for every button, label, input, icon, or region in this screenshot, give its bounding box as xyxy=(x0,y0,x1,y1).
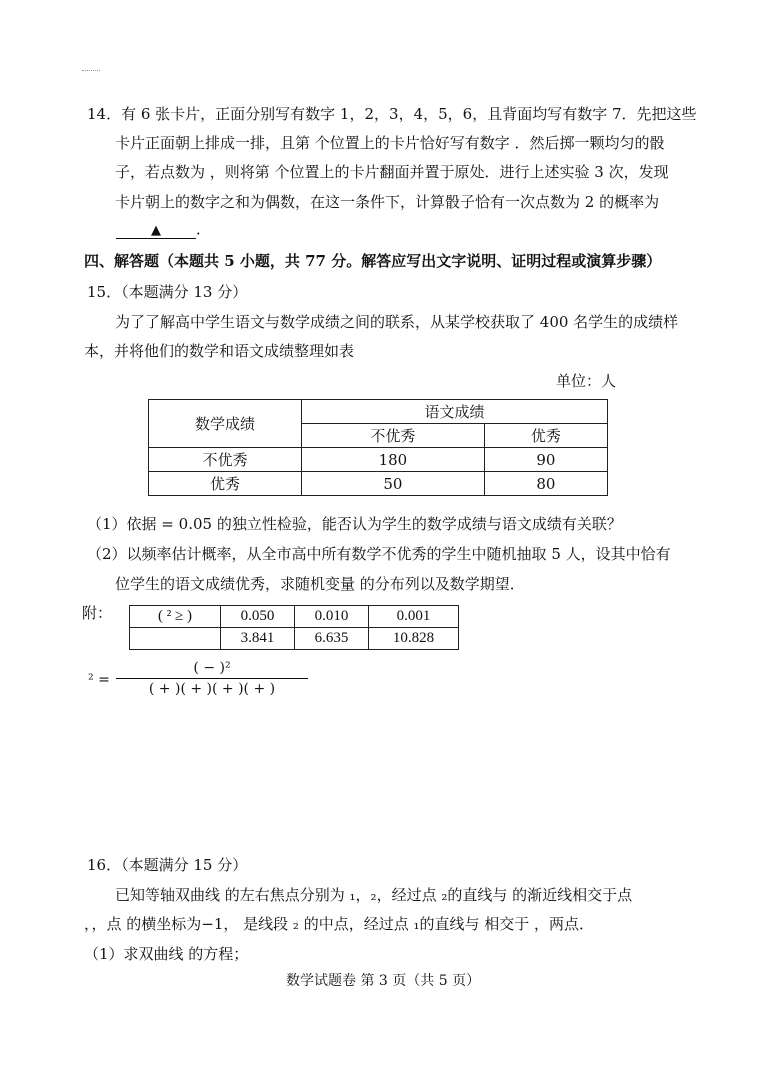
chi-square-lhs: ² = xyxy=(88,672,110,688)
q16-line-2: ，，点 的横坐标为−1， 是线段 ₂ 的中点，经过点 ₁的直线与 相交于 ，两点． xyxy=(84,915,595,933)
table-cell: ( ² ≥ ) xyxy=(130,606,221,628)
score-table xyxy=(148,399,608,496)
table-cell: 0.050 xyxy=(221,606,295,628)
col-header: 优秀 xyxy=(484,424,607,448)
critical-value-table xyxy=(129,605,459,650)
page-footer: 数学试题卷 第 3 页（共 5 页） xyxy=(286,973,481,989)
q15-part-2a: （2）以频率估计概率，从全市高中所有数学不优秀的学生中随机抽取 5 人，设其中恰有 xyxy=(87,545,671,563)
section-heading: 四、解答题（本题共 5 小题，共 77 分。解答应写出文字说明、证明过程或演算步骤） xyxy=(84,252,662,270)
table-row xyxy=(149,472,608,496)
q14-line-2: 卡片正面朝上排成一排，且第 个位置上的卡片恰好写有数字 ．然后掷一颗均匀的骰 xyxy=(115,134,665,152)
q16-heading: 16．（本题满分 15 分） xyxy=(87,856,248,874)
q15-intro-1: 为了了解高中学生语文与数学成绩之间的联系，从某学校获取了 400 名学生的成绩样 xyxy=(115,313,679,331)
row-label: 不优秀 xyxy=(149,448,302,472)
table-cell: 10.828 xyxy=(369,628,459,650)
q14-line-1: 14．有 6 张卡片，正面分别写有数字 1，2，3，4，5，6，且背面均写有数字 7．先把这些 xyxy=(87,105,697,123)
q16-part-1: （1）求双曲线 的方程； xyxy=(84,945,249,963)
appendix-label: 附： xyxy=(82,604,113,622)
fraction-bar xyxy=(116,678,308,679)
table-cell: 90 xyxy=(484,448,607,472)
formula-denominator: ( + )( + )( + )( + ) xyxy=(148,681,276,697)
table-corner: 数学成绩 xyxy=(149,400,302,448)
table-cell: 50 xyxy=(302,472,485,496)
table-cell: 180 xyxy=(302,448,485,472)
table-group-header: 语文成绩 xyxy=(302,400,608,424)
chi-square-formula xyxy=(116,660,308,697)
col-header: 不优秀 xyxy=(302,424,485,448)
q14-line-4: 卡片朝上的数字之和为偶数，在这一条件下，计算骰子恰有一次点数为 2 的概率为 xyxy=(115,193,660,211)
blank-period: ． xyxy=(196,220,212,238)
q16-line-1: 已知等轴双曲线 的左右焦点分别为 ₁，₂，经过点 ₂的直线与 的渐近线相交于点 xyxy=(115,886,633,904)
table-cell: 0.001 xyxy=(369,606,459,628)
q14-line-3: 子，若点数为 ，则将第 个位置上的卡片翻面并置于原处．进行上述实验 3 次，发现 xyxy=(115,163,669,181)
q15-part-1: （1）依据 = 0.05 的独立性检验，能否认为学生的数学成绩与语文成绩有关联？ xyxy=(87,515,622,533)
blank-marker: ▲ xyxy=(151,223,161,238)
formula-numerator: ( − )² xyxy=(193,660,231,676)
q14-answer-line xyxy=(116,218,211,239)
header-rule xyxy=(82,70,100,71)
q15-part-2b: 位学生的语文成绩优秀，求随机变量 的分布列以及数学期望． xyxy=(115,575,525,593)
table-cell: 3.841 xyxy=(221,628,295,650)
q15-heading: 15．（本题满分 13 分） xyxy=(87,283,248,301)
q15-intro-2: 本，并将他们的数学和语文成绩整理如表 xyxy=(84,342,355,360)
answer-blank[interactable] xyxy=(116,222,196,239)
table-cell: 0.010 xyxy=(295,606,369,628)
unit-label: 单位：人 xyxy=(556,372,617,390)
table-cell: 80 xyxy=(484,472,607,496)
table-cell xyxy=(130,628,221,650)
table-cell: 6.635 xyxy=(295,628,369,650)
row-label: 优秀 xyxy=(149,472,302,496)
table-row xyxy=(149,448,608,472)
